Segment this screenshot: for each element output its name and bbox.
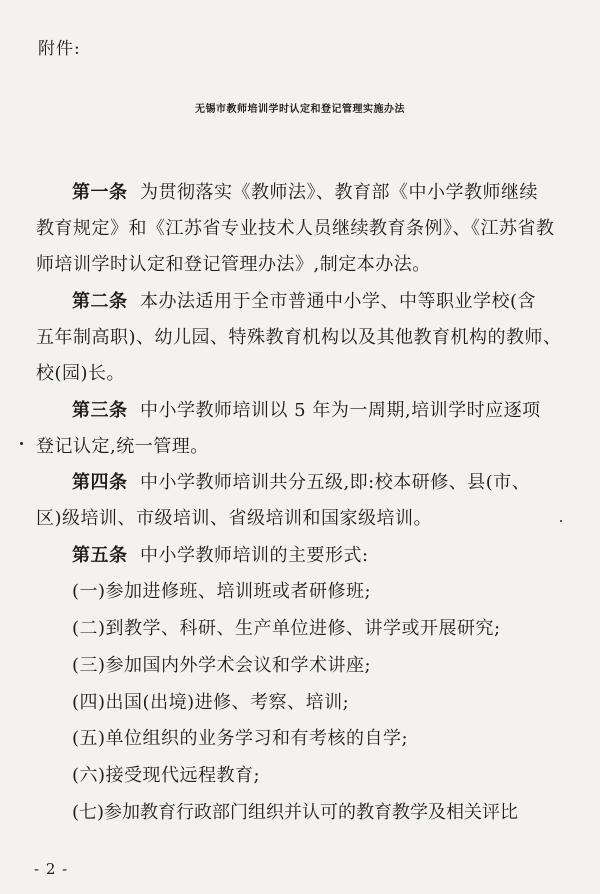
- list-item: (七)参加教育行政部门组织并认可的教育教学及相关评比: [72, 802, 519, 823]
- list-item: (五)单位组织的业务学习和有考核的自学;: [72, 728, 409, 749]
- scan-speck: [560, 520, 562, 522]
- article-1-line-1: [72, 178, 538, 204]
- article-1-text: 为贯彻落实《教师法》、教育部《中小学教师继续: [139, 182, 538, 203]
- attachment-label: 附件:: [38, 39, 81, 59]
- article-5-line-1: [72, 541, 369, 567]
- list-item: (六)接受现代远程教育;: [72, 765, 261, 786]
- list-item: (三)参加国内外学术会议和学术讲座;: [72, 655, 372, 676]
- article-3-line-1: [72, 396, 541, 422]
- article-4-line-2: 区)级培训、市级培训、省级培训和国家级培训。: [36, 508, 433, 529]
- article-3-line-2: 登记认定,统一管理。: [36, 436, 209, 457]
- article-2-heading: 第二条: [72, 291, 128, 312]
- article-1-line-2: 教育规定》和《江苏省专业技术人员继续教育条例》、《江苏省教: [36, 218, 555, 239]
- article-3-text: 中小学教师培训以 5 年为一周期,培训学时应逐项: [139, 400, 541, 421]
- article-2-line-1: [72, 287, 536, 313]
- article-5-heading: 第五条: [72, 545, 128, 566]
- list-item: (四)出国(出境)进修、考察、培训;: [72, 692, 350, 713]
- article-4-line-1: [72, 468, 530, 494]
- page-number: - 2 -: [34, 860, 69, 878]
- article-1-heading: 第一条: [72, 182, 128, 203]
- article-1-line-3: 师培训学时认定和登记管理办法》,制定本办法。: [36, 254, 431, 275]
- list-item: (二)到教学、科研、生产单位进修、讲学或开展研究;: [72, 618, 501, 639]
- article-2-line-3: 校(园)长。: [36, 363, 126, 384]
- article-3-heading: 第三条: [72, 400, 128, 421]
- article-2-text: 本办法适用于全市普通中小学、中等职业学校(含: [139, 291, 536, 312]
- article-4-text: 中小学教师培训共分五级,即:校本研修、县(市、: [139, 472, 531, 493]
- article-2-line-2: 五年制高职)、幼儿园、特殊教育机构以及其他教育机构的教师、: [36, 327, 562, 348]
- scan-speck: [20, 442, 23, 445]
- document-title: 无锡市教师培训学时认定和登记管理实施办法: [195, 104, 405, 115]
- list-item: (一)参加进修班、培训班或者研修班;: [72, 581, 372, 602]
- article-5-text: 中小学教师培训的主要形式:: [139, 545, 369, 566]
- article-4-heading: 第四条: [72, 472, 128, 493]
